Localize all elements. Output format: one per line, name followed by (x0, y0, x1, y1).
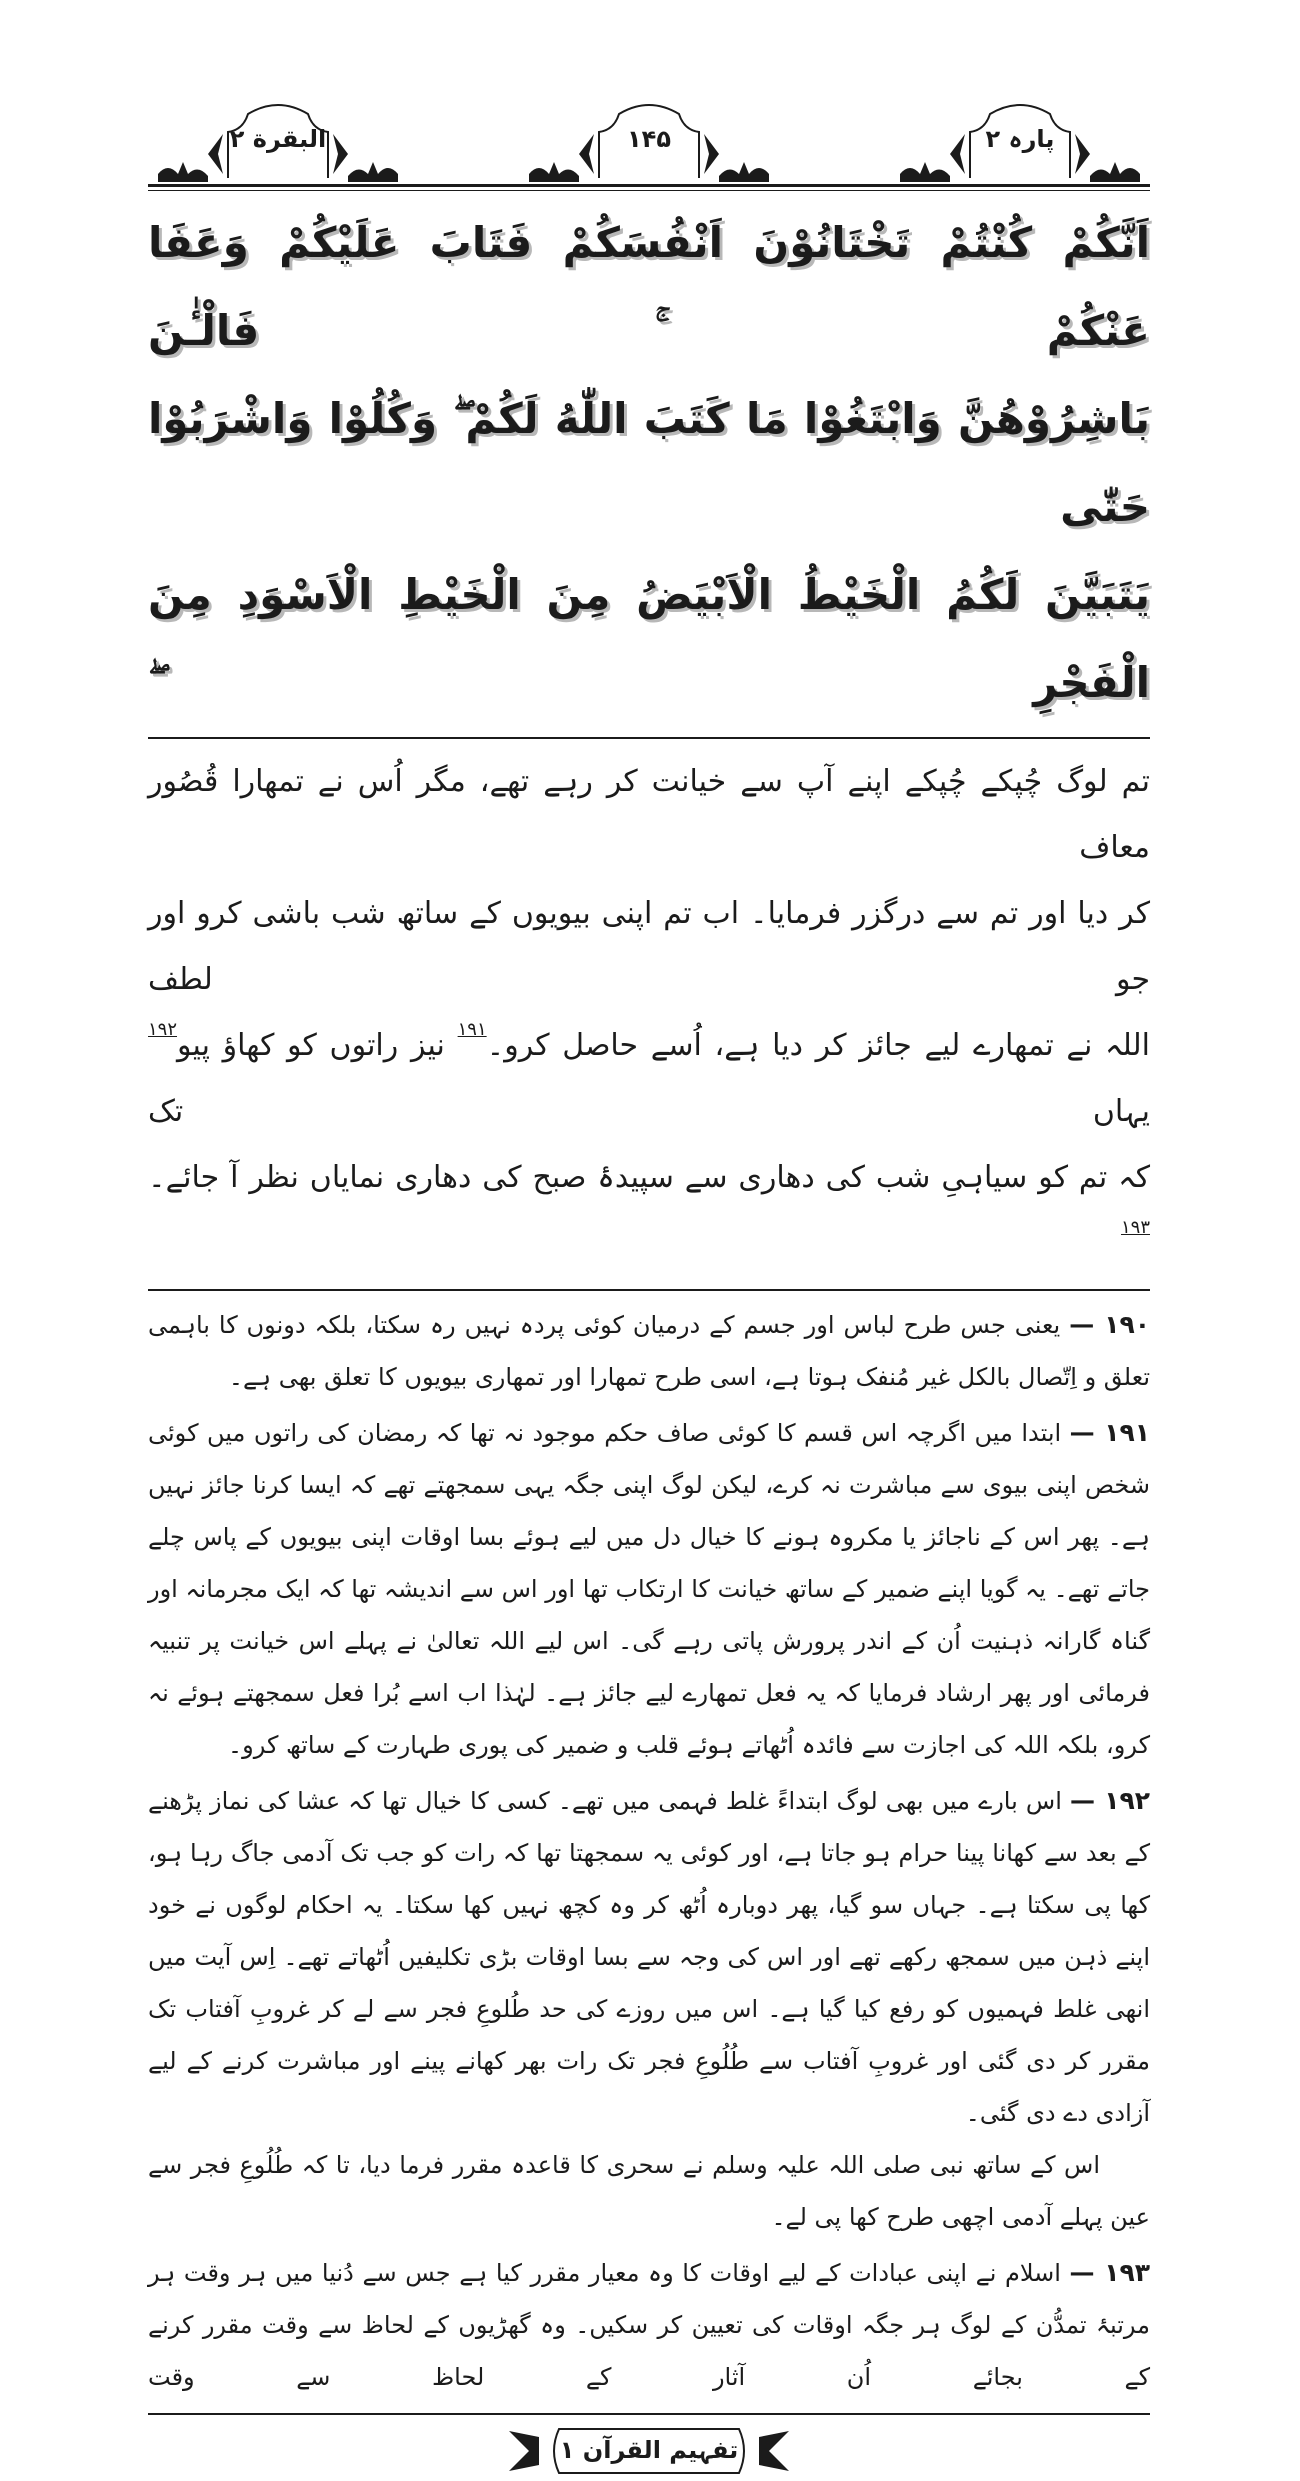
footnote-ref-191[interactable]: ۱۹۱ (457, 1019, 487, 1040)
footnote-number: ۱۹۲ — (1070, 1786, 1150, 1815)
page-header (148, 92, 1150, 184)
page-number-cartouche (519, 92, 779, 178)
translation-text: نیز راتوں کو کھاؤ پیو (177, 1028, 458, 1063)
footnote-192 (148, 1775, 1150, 2139)
footnote-190 (148, 1299, 1150, 1403)
header-rule (148, 184, 1150, 187)
footnote-191 (148, 1407, 1150, 1771)
translation-text: اللہ نے تمھارے لیے جائز کر دیا ہے، اُسے حاصل کرو۔ (486, 1028, 1150, 1063)
footnote-text: اسلام نے اپنی عبادات کے لیے اوقات کا وہ معیار مقرر کیا ہے جس سے دُنیا میں ہر وقت ہر مرتبۂ تمدُّن کے لوگ ہر جگہ اوقات کی تعیین کر سکیں۔ وہ گھڑیوں کے لحاظ سے وقت مقرر کرنے کے بجائے اُن آثار کے لحاظ سے وقت (148, 2259, 1150, 2391)
surah-cartouche (148, 92, 408, 178)
translation-text: یہاں تک (148, 1094, 1150, 1129)
urdu-translation (148, 739, 1150, 1289)
footnote-ref-193[interactable]: ۱۹۳ (1120, 1217, 1150, 1238)
footnotes (148, 1291, 1150, 2413)
verse-line: اَنَّكُمْ كُنْتُمْ تَخْتَانُوْنَ اَنْفُسَكُمْ فَتَابَ عَلَيْكُمْ وَعَفَا عَنْكُمْ ۚ فَالْـٰٔنَ (148, 218, 1150, 355)
arabic-verse (148, 191, 1150, 737)
footnote-193 (148, 2247, 1150, 2403)
translation-line (148, 1145, 1150, 1277)
footer-rule (148, 2413, 1150, 2415)
page-footer (499, 2421, 799, 2481)
book-title: تفہیم القرآن ۱ (559, 2436, 739, 2464)
translation-line: کر دیا اور تم سے درگزر فرمایا۔ اب تم اپنی بیویوں کے ساتھ شب باشی کرو اور جو لطف (148, 896, 1150, 997)
footnote-ref-192[interactable]: ۱۹۲ (148, 1019, 178, 1040)
translation-text: کہ تم کو سیاہیِ شب کی دھاری سے سپیدۂ صبح کی دھاری نمایاں نظر آ جائے۔ (148, 1160, 1150, 1195)
footnote-text: اس بارے میں بھی لوگ ابتداءً غلط فہمی میں تھے۔ کسی کا خیال تھا کہ عشا کی نماز پڑھنے کے بعد سے کھانا پینا حرام ہو جاتا ہے، اور کوئی یہ سمجھتا تھا کہ رات کو جب تک آدمی جاگ رہا ہو، کھا پی سکتا ہے۔ جہاں سو گیا، پھر دوبارہ اُٹھ کر وہ کچھ نہیں کھا سکتا۔ یہ احکام لوگوں نے خود اپنے ذہن میں سمجھ رکھے تھے اور اس کی وجہ سے بسا اوقات بڑی تکلیفیں اُٹھاتے تھے۔ اِس آیت میں انھی غلط فہمیوں کو رفع کیا گیا ہے۔ اس میں روزے کی حد طُلوعِ فجر سے لے کر غروبِ آفتاب تک مقرر کر دی گئی اور غروبِ آفتاب سے طُلُوعِ فجر تک رات بھر کھانے پینے اور مباشرت کرنے کے لیے آزادی دے دی گئی۔ (148, 1787, 1150, 2127)
footnote-text: ابتدا میں اگرچہ اس قسم کا کوئی صاف حکم موجود نہ تھا کہ رمضان کی راتوں میں کوئی شخص اپنی بیوی سے مباشرت نہ کرے، لیکن لوگ اپنی جگہ یہی سمجھتے تھے کہ ایسا کرنا جائز نہیں ہے۔ پھر اس کے ناجائز یا مکروہ ہونے کا خیال دل میں لیے ہوئے بسا اوقات اپنی بیویوں کے پاس چلے جاتے تھے۔ یہ گویا اپنے ضمیر کے ساتھ خیانت کا ارتکاب تھا اور اس سے اندیشہ تھا کہ ایک مجرمانہ اور گناہ گارانہ ذہنیت اُن کے اندر پرورش پاتی رہے گی۔ اس لیے اللہ تعالیٰ نے پہلے اس خیانت پر تنبیہ فرمائی اور پھر ارشاد فرمایا کہ یہ فعل تمھارے لیے جائز ہے۔ لہٰذا اب اسے بُرا فعل سمجھتے ہوئے نہ کرو، بلکہ اللہ کی اجازت سے فائدہ اُٹھاتے ہوئے قلب و ضمیر کی پوری طہارت کے ساتھ کرو۔ (148, 1419, 1150, 1759)
footnote-number: ۱۹۳ — (1069, 2258, 1150, 2287)
verse-line: يَتَبَيَّنَ لَكُمُ الْخَيْطُ الْاَبْيَضُ مِنَ الْخَيْطِ الْاَسْوَدِ مِنَ الْفَجْرِ ۖ (148, 570, 1150, 707)
footnote-192-continuation: اس کے ساتھ نبی صلی اللہ علیہ وسلم نے سحری کا قاعدہ مقرر فرما دیا، تا کہ طُلُوعِ فجر سے عین پہلے آدمی اچھی طرح کھا پی لے۔ (148, 2151, 1150, 2231)
footnote-text: یعنی جس طرح لباس اور جسم کے درمیان کوئی پردہ نہیں رہ سکتا، بلکہ دونوں کا باہمی تعلق و اِتّصال بالکل غیر مُنفک ہوتا ہے، اسی طرح تمھارا اور تمھاری بیویوں کا تعلق بھی ہے۔ (148, 1311, 1150, 1391)
page-number: ۱۴۵ (627, 125, 671, 153)
footnote-number: ۱۹۰ — (1069, 1310, 1150, 1339)
footnote-number: ۱۹۱ — (1069, 1418, 1150, 1447)
verse-line: بَاشِرُوْهُنَّ وَابْتَغُوْا مَا كَتَبَ اللّٰهُ لَكُمْ ۖ وَكُلُوْا وَاشْرَبُوْا حَتّٰى (148, 394, 1150, 531)
page (148, 92, 1150, 2481)
para-cartouche (890, 92, 1150, 178)
para-label: پارہ ۲ (985, 125, 1055, 153)
translation-line: تم لوگ چُپکے چُپکے اپنے آپ سے خیانت کر رہے تھے، مگر اُس نے تمھارا قُصُور معاف (148, 764, 1150, 865)
translation-line (148, 1013, 1150, 1145)
surah-label: البقرة ۲ (229, 125, 327, 153)
